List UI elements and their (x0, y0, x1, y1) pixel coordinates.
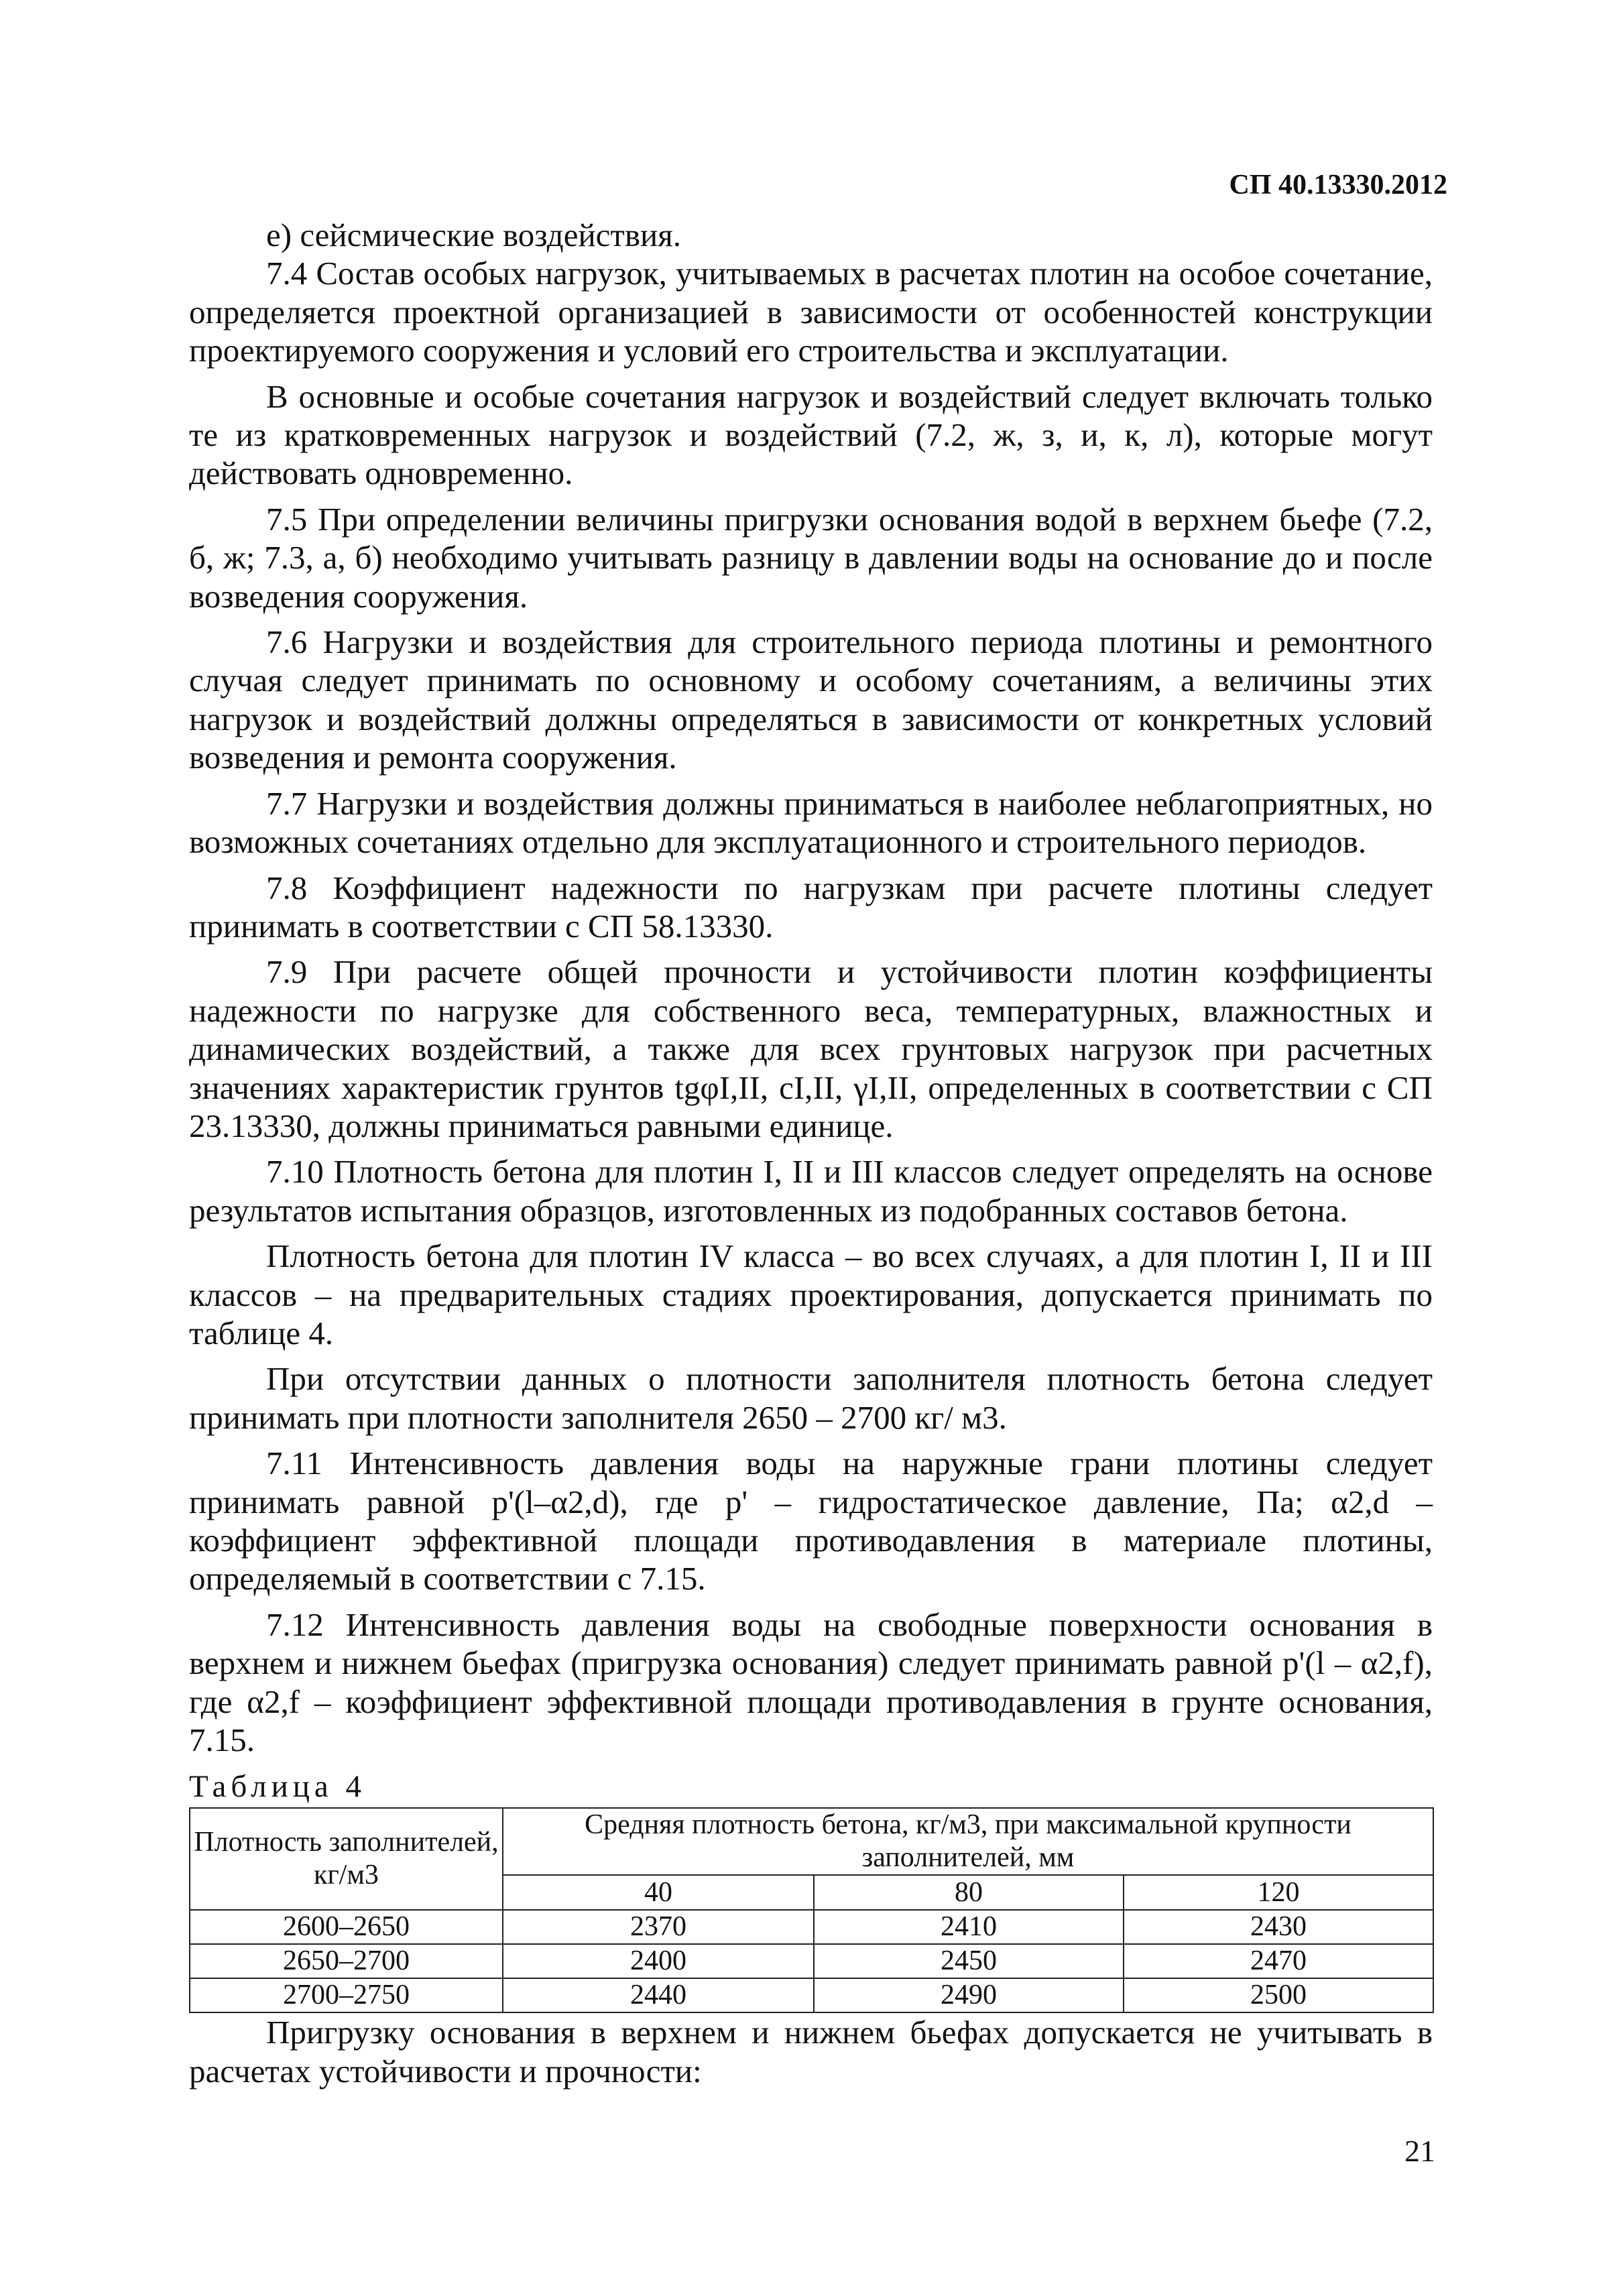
para-7-12: 7.12 Интенсивность давления воды на свободные поверхности основания в верхнем и нижнем бьефах (пригрузка основания) следует принимать равной p'(l – α2,f), где α2,f – коэффициент эффективной площади противодавления в грунте основания, 7.15. (189, 1606, 1433, 1759)
header-size-120: 120 (1124, 1875, 1433, 1910)
row-label: 2650–2700 (190, 1944, 503, 1978)
concrete-density-table (189, 1807, 1434, 2013)
table-cell: 2400 (503, 1944, 814, 1978)
table-row (190, 1944, 1433, 1978)
table-cell: 2500 (1124, 1978, 1433, 2012)
para-density-table-ref: Плотность бетона для плотин IV класса – во всех случаях, а для плотин I, II и III классов – на предварительных стадиях проектирования, допускается принимать по таблице 4. (189, 1237, 1433, 1351)
para-aggregate-density: При отсутствии данных о плотности заполнителя плотность бетона следует принимать при плотности заполнителя 2650 – 2700 кг/ м3. (189, 1360, 1433, 1436)
para-7-10: 7.10 Плотность бетона для плотин I, II и III классов следует определять на основе результатов испытания образцов, изготовленных из подобранных составов бетона. (189, 1153, 1433, 1229)
row-label: 2600–2650 (190, 1910, 503, 1944)
para-7-6: 7.6 Нагрузки и воздействия для строительного периода плотины и ремонтного случая следует принимать по основному и особому сочетаниям, а величины этих нагрузок и воздействий должны определяться в зависимости от конкретных условий возведения и ремонта сооружения. (189, 623, 1433, 776)
header-aggregate-density: Плотность заполнителей, кг/м3 (190, 1808, 503, 1910)
para-combinations: В основные и особые сочетания нагрузок и воздействий следует включать только те из кратковременных нагрузок и воздействий (7.2, ж, з, и, к, л), которые могут действовать одновременно. (189, 377, 1433, 492)
table-cell: 2470 (1124, 1944, 1433, 1978)
para-7-11: 7.11 Интенсивность давления воды на наружные грани плотины следует принимать равной p'(l–α2,d), где p' – гидростатическое давление, Па; α2,d – коэффициент эффективной площади противодавления в материале плотины, определяемый в соответствии с 7.15. (189, 1445, 1433, 1597)
page-number: 21 (1404, 2134, 1435, 2168)
table-cell: 2410 (814, 1910, 1124, 1944)
table-cell: 2370 (503, 1910, 814, 1944)
table-cell: 2430 (1124, 1910, 1433, 1944)
para-7-8: 7.8 Коэффициент надежности по нагрузкам при расчете плотины следует принимать в соответствии с СП 58.13330. (189, 869, 1433, 945)
table-row (190, 1910, 1433, 1944)
table-caption: Таблица 4 (189, 1769, 367, 1805)
header-size-80: 80 (814, 1875, 1124, 1910)
table-cell: 2490 (814, 1978, 1124, 2012)
table-cell: 2450 (814, 1944, 1124, 1978)
header-average-density: Средняя плотность бетона, кг/м3, при максимальной крупности заполнителей, мм (503, 1808, 1433, 1875)
document-code: СП 40.13330.2012 (1229, 170, 1447, 200)
header-size-40: 40 (503, 1875, 814, 1910)
row-label: 2700–2750 (190, 1978, 503, 2012)
para-7-9: 7.9 При расчете общей прочности и устойчивости плотин коэффициенты надежности по нагрузке для собственного веса, температурных, влажностных и динамических воздействий, а также для всех грунтовых нагрузок при расчетных значениях характеристик грунтов tgφI,II, cI,II, γI,II, определенных в соответствии с СП 23.13330, должны приниматься равными единице. (189, 953, 1433, 1144)
table-cell: 2440 (503, 1978, 814, 2012)
para-7-7: 7.7 Нагрузки и воздействия должны приниматься в наиболее неблагоприятных, но возможных сочетаниях отдельно для эксплуатационного и строительного периодов. (189, 784, 1433, 861)
item-e-seismic: е) сейсмические воздействия. (266, 217, 681, 253)
table-row (190, 1978, 1433, 2012)
para-7-5: 7.5 При определении величины пригрузки основания водой в верхнем бьефе (7.2, б, ж; 7.3, а, б) необходимо учитывать разницу в давлении воды на основание до и после возведения сооружения. (189, 500, 1433, 615)
para-7-4: 7.4 Состав особых нагрузок, учитываемых в расчетах плотин на особое сочетание, определяется проектной организацией в зависимости от особенностей конструкции проектируемого сооружения и условий его строительства и эксплуатации. (189, 255, 1433, 369)
page-content (189, 216, 1433, 2090)
para-surcharge-exception: Пригрузку основания в верхнем и нижнем бьефах допускается не учитывать в расчетах устойчивости и прочности: (189, 2014, 1433, 2090)
